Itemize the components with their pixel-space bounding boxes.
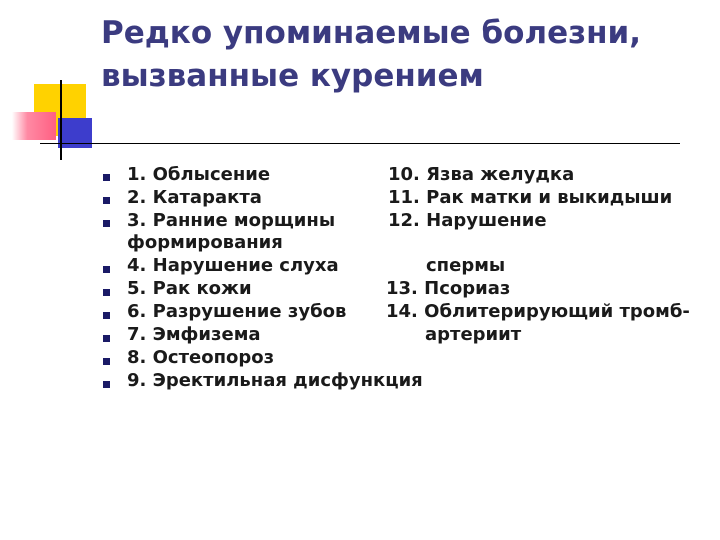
list-item: 7. Эмфизема (127, 324, 261, 345)
square-bullet-icon (103, 312, 110, 319)
square-bullet-icon (103, 266, 110, 273)
list-item: 3. Ранние морщины (127, 210, 336, 231)
list-item: 5. Рак кожи (127, 278, 252, 299)
title-line-2: вызванные курением (101, 58, 484, 94)
square-bullet-icon (103, 174, 110, 181)
list-item: 6. Разрушение зубов (127, 301, 347, 322)
list-item: 14. Облитерирующий тромб- (386, 301, 690, 322)
list-item-continuation: формирования (127, 232, 283, 253)
list-item: 2. Катаракта (127, 187, 262, 208)
list-item: 8. Остеопороз (127, 347, 275, 368)
list-item: 1. Облысение (127, 164, 271, 185)
decorative-vertical-line (60, 80, 62, 160)
square-bullet-icon (103, 335, 110, 342)
decorative-pink-square (12, 112, 56, 140)
list-item-continuation: артериит (425, 324, 522, 345)
square-bullet-icon (103, 358, 110, 365)
decorative-horizontal-line (40, 143, 680, 144)
list-item: 4. Нарушение слуха (127, 255, 339, 276)
list-item: 13. Псориаз (386, 278, 511, 299)
square-bullet-icon (103, 381, 110, 388)
title-line-1: Редко упоминаемые болезни, (101, 15, 642, 51)
list-item: 9. Эректильная дисфункция (127, 370, 423, 391)
list-item: 10. Язва желудка (388, 164, 575, 185)
square-bullet-icon (103, 289, 110, 296)
list-item: 11. Рак матки и выкидыши (388, 187, 673, 208)
slide-title (101, 12, 701, 98)
square-bullet-icon (103, 220, 110, 227)
square-bullet-icon (103, 197, 110, 204)
list-item-continuation: спермы (426, 255, 506, 276)
list-item: 12. Нарушение (388, 210, 547, 231)
